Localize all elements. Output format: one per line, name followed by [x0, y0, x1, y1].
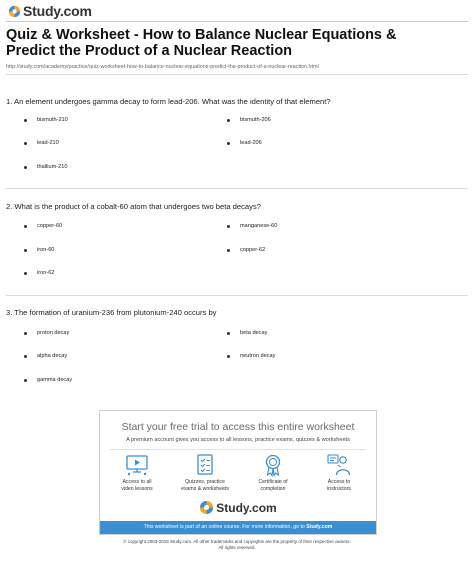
question-2-text: 2. What is the product of a cobalt-60 atom that undergoes two beta decays?	[6, 202, 261, 211]
option-label: copper-60	[37, 223, 63, 229]
question-1-option[interactable]	[227, 140, 262, 146]
option-label: iron-60	[37, 247, 55, 253]
feature-label: Certificate of completion	[258, 479, 288, 492]
question-3-option[interactable]	[24, 377, 72, 383]
card-divider	[110, 449, 366, 450]
page-title: Quiz & Worksheet - How to Balance Nuclear Equations & Predict the Product of a Nuclear Reaction	[6, 27, 397, 59]
option-label: bismuth-206	[240, 117, 271, 123]
option-label: proton decay	[37, 330, 70, 336]
card-study-logo[interactable]	[100, 500, 376, 515]
logo-mark-icon	[8, 5, 21, 18]
feature-quizzes	[172, 453, 238, 492]
page-url[interactable]: http://study.com/academy/practice/quiz-worksheet-how-to-balance-nuclear-equations-predict-the-product-of-a-nuclear-reaction.html	[6, 64, 319, 70]
card-logo-text: Study.com	[216, 500, 277, 515]
video-lesson-icon	[124, 453, 150, 477]
radio-bullet-icon[interactable]	[24, 119, 27, 122]
question-2-option[interactable]	[24, 223, 62, 229]
option-label: beta decay	[240, 330, 268, 336]
radio-bullet-icon[interactable]	[24, 379, 27, 382]
study-logo[interactable]	[8, 3, 92, 19]
feature-instructors	[306, 453, 372, 492]
question-1-text: 1. An element undergoes gamma decay to form lead-206. What was the identity of that element?	[6, 97, 331, 106]
radio-bullet-icon[interactable]	[24, 355, 27, 358]
option-label: lead-206	[240, 140, 262, 146]
option-label: thallium-210	[37, 164, 68, 170]
question-3-option[interactable]	[24, 330, 69, 336]
copyright-footer	[0, 539, 474, 551]
free-trial-card	[99, 410, 377, 535]
free-trial-subtitle: A premium account gives you access to all lessons, practice exams, quizzes & worksheets	[126, 437, 350, 443]
option-label: neutron decay	[240, 353, 276, 359]
option-label: gamma decay	[37, 377, 73, 383]
question-1-option[interactable]	[24, 117, 68, 123]
question-divider	[6, 188, 468, 189]
question-2-option[interactable]	[24, 270, 54, 276]
radio-bullet-icon[interactable]	[24, 332, 27, 335]
option-label: manganese-60	[240, 223, 278, 229]
rights-line: All rights reserved.	[218, 545, 256, 550]
question-divider	[6, 295, 468, 296]
banner-link[interactable]: Study.com	[306, 524, 333, 530]
radio-bullet-icon[interactable]	[24, 272, 27, 275]
certificate-icon	[260, 453, 286, 477]
option-label: alpha decay	[37, 353, 68, 359]
banner-text: This worksheet is part of an online course. For more information, go to	[143, 524, 305, 530]
logo-mark-icon	[199, 500, 214, 515]
radio-bullet-icon[interactable]	[24, 142, 27, 145]
title-divider	[6, 74, 468, 75]
question-2-option[interactable]	[24, 247, 54, 253]
feature-video-lessons	[104, 453, 170, 492]
option-label: lead-210	[37, 140, 59, 146]
radio-bullet-icon[interactable]	[24, 249, 27, 252]
course-info-banner	[100, 521, 376, 534]
option-label: copper-62	[240, 247, 266, 253]
option-label: iron-62	[37, 270, 55, 276]
header-divider	[6, 21, 468, 22]
feature-label: Access to instructors	[327, 479, 351, 492]
radio-bullet-icon[interactable]	[227, 355, 230, 358]
radio-bullet-icon[interactable]	[227, 249, 230, 252]
question-3-text: 3. The formation of uranium-236 from plutonium-240 occurs by	[6, 308, 217, 317]
radio-bullet-icon[interactable]	[227, 332, 230, 335]
question-1-option[interactable]	[24, 140, 59, 146]
option-label: bismuth-210	[37, 117, 68, 123]
radio-bullet-icon[interactable]	[227, 119, 230, 122]
question-1-option[interactable]	[24, 164, 67, 170]
copyright-line: © copyright 2003-2015 Study.com. All other trademarks and copyrights are the property of their respective owners.	[123, 539, 351, 544]
feature-certificate	[240, 453, 306, 492]
question-2-option[interactable]	[227, 247, 265, 253]
question-3-option[interactable]	[227, 330, 267, 336]
instructor-icon	[326, 453, 352, 477]
feature-label: Access to all video lessons	[121, 479, 153, 492]
radio-bullet-icon[interactable]	[24, 166, 27, 169]
logo-text: Study.com	[23, 3, 92, 19]
free-trial-title: Start your free trial to access this entire worksheet	[121, 421, 355, 433]
question-2-option[interactable]	[227, 223, 277, 229]
radio-bullet-icon[interactable]	[227, 142, 230, 145]
question-3-option[interactable]	[24, 353, 67, 359]
quiz-icon	[192, 453, 218, 477]
feature-label: Quizzes, practice exams & worksheets	[181, 479, 229, 492]
radio-bullet-icon[interactable]	[227, 225, 230, 228]
question-1-option[interactable]	[227, 117, 271, 123]
question-3-option[interactable]	[227, 353, 275, 359]
radio-bullet-icon[interactable]	[24, 225, 27, 228]
